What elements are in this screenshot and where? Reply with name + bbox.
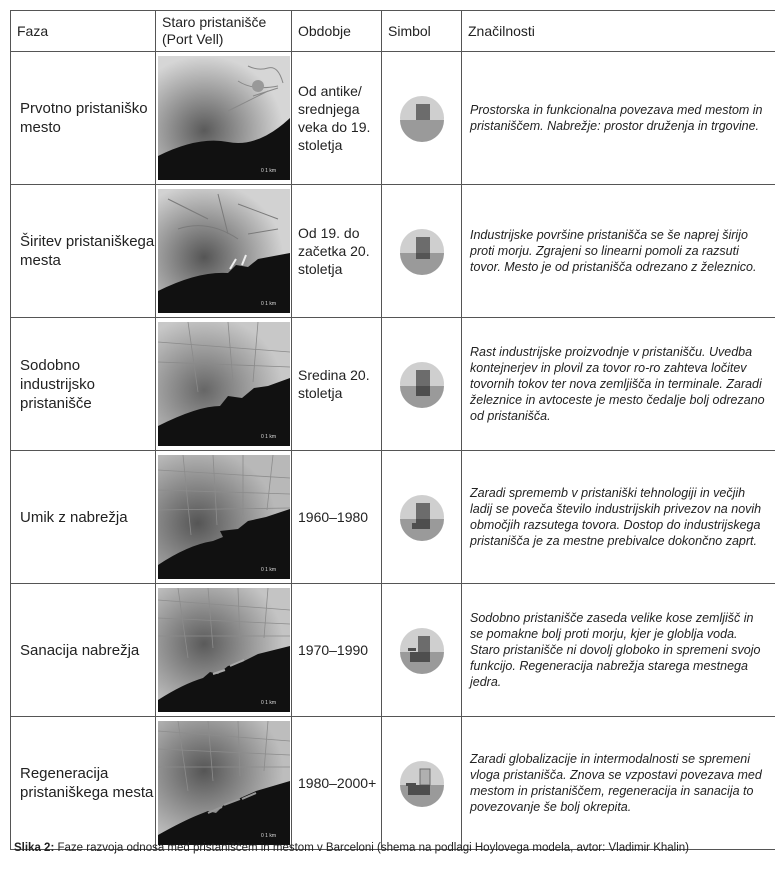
table-row: [11, 584, 775, 717]
period-text: 1980–2000+: [292, 717, 382, 850]
table-row: [11, 318, 775, 451]
port-city-symbol-icon: [398, 360, 446, 408]
characteristics-text: Industrijske površine pristanišča se še naprej širijo proti morju. Zgrajeni so linearni pomoli za razsuti tovor. Mesto je od pristanišča odrezano z železnico.: [462, 185, 775, 318]
characteristics-text: Zaradi sprememb v pristaniški tehnologiji in večjih ladij se poveča število industrijskih privezov na novih območjih razsutega tovora. Dostop do industrijskega pristanišča je za mestne prebivalce dokončno zaprt.: [462, 451, 775, 584]
map-scale-label: 0 1 km: [261, 833, 277, 839]
map-scale-label: 0 1 km: [261, 168, 277, 174]
map-scale-label: 0 1 km: [261, 700, 277, 706]
symbol-cell: [382, 318, 462, 451]
table-row: [11, 451, 775, 584]
map-scale-label: 0 1 km: [261, 567, 277, 573]
period-text: Od antike/ srednjega veka do 19. stoletja: [292, 52, 382, 185]
symbol-cell: [382, 185, 462, 318]
caption-text: Faze razvoja odnosa med pristaniščem in mestom v Barceloni (shema na podlagi Hoylovega modela, avtor: Vladimir Khalin): [54, 842, 689, 854]
aerial-map-image: [158, 588, 290, 712]
aerial-map-image: [158, 189, 290, 313]
phase-name: Prvotno pristaniško mesto: [11, 52, 156, 185]
aerial-map-image: [158, 322, 290, 446]
table-row: [11, 185, 775, 318]
port-city-symbol-icon: [398, 759, 446, 807]
map-cell: [156, 318, 292, 451]
map-scale-label: 0 1 km: [261, 434, 277, 440]
header-znacilnosti: Značilnosti: [462, 11, 775, 52]
characteristics-text: Rast industrijske proizvodnje v pristanišču. Uvedba kontejnerjev in plovil za tovor ro-ro zahteva ločitev tovornih tokov ter nova zemljišča in terminale. Zaradi železnice in avtoceste je mesto čedalje bolj odrezano od pristanišča.: [462, 318, 775, 451]
header-obdobje: Obdobje: [292, 11, 382, 52]
map-cell: [156, 52, 292, 185]
period-text: Sredina 20. stoletja: [292, 318, 382, 451]
header-faza: Faza: [11, 11, 156, 52]
symbol-cell: [382, 451, 462, 584]
map-cell: [156, 584, 292, 717]
period-text: 1960–1980: [292, 451, 382, 584]
period-text: Od 19. do začetka 20. stoletja: [292, 185, 382, 318]
characteristics-text: Sodobno pristanišče zaseda velike kose zemljišč in se pomakne bolj proti morju, kjer je globlja voda. Staro pristanišče ni dovolj globoko in spremeni svojo funkcijo. Regeneracija nabrežja starega mestnega jedra.: [462, 584, 775, 717]
phases-table: [10, 10, 775, 850]
aerial-map-image: [158, 721, 290, 845]
phase-name: Sodobno industrijsko pristanišče: [11, 318, 156, 451]
table-header-row: [11, 11, 775, 52]
symbol-cell: [382, 52, 462, 185]
phase-name: Regeneracija pristaniškega mesta: [11, 717, 156, 850]
map-scale-label: 0 1 km: [261, 301, 277, 307]
characteristics-text: Prostorska in funkcionalna povezava med mestom in pristaniščem. Nabrežje: prostor druženja in trgovine.: [462, 52, 775, 185]
table-row: [11, 717, 775, 850]
map-cell: [156, 451, 292, 584]
header-simbol: Simbol: [382, 11, 462, 52]
symbol-cell: [382, 584, 462, 717]
figure-caption: [14, 842, 689, 854]
phase-name: Umik z nabrežja: [11, 451, 156, 584]
port-city-symbol-icon: [398, 493, 446, 541]
header-staro-pristanisce: Staro pristanišče (Port Vell): [156, 11, 292, 52]
caption-label: Slika 2:: [14, 842, 55, 854]
period-text: 1970–1990: [292, 584, 382, 717]
phase-name: Sanacija nabrežja: [11, 584, 156, 717]
port-city-symbol-icon: [398, 626, 446, 674]
map-cell: [156, 717, 292, 850]
aerial-map-image: [158, 455, 290, 579]
port-city-symbol-icon: [398, 94, 446, 142]
port-city-symbol-icon: [398, 227, 446, 275]
aerial-map-image: [158, 56, 290, 180]
symbol-cell: [382, 717, 462, 850]
map-cell: [156, 185, 292, 318]
table-row: [11, 52, 775, 185]
phase-name: Širitev pristaniškega mesta: [11, 185, 156, 318]
characteristics-text: Zaradi globalizacije in intermodalnosti se spremeni vloga pristanišča. Znova se vzpostavi povezava med mestom in pristaniščem, regeneracija in sanacija to povezovanje še bolj okrepita.: [462, 717, 775, 850]
